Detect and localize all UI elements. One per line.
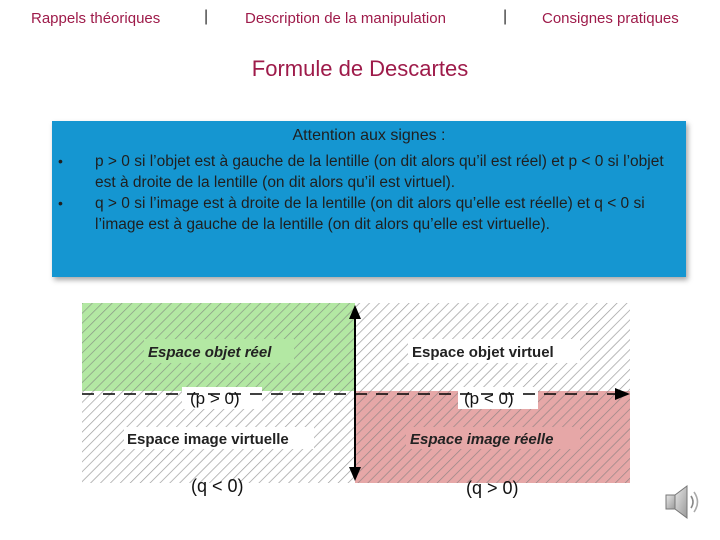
label-object-virtual: Espace objet virtuel [412, 344, 554, 361]
label-q-negative: (q < 0) [191, 476, 244, 496]
bullet-text: p > 0 si l’objet est à gauche de la lentille (on dit alors qu’il est réel) et p < 0 si l’objet est à droite de la lentille (on dit alors qu’il est virtuel). [95, 153, 664, 191]
nav-separator: | [503, 8, 508, 25]
sign-convention-diagram [82, 303, 630, 483]
bullet-text: q > 0 si l’image est à droite de la lentille (on dit alors qu’elle est réelle) et q < 0 si l’image est à gauche de la lentille (on dit alors qu’elle est virtuelle). [95, 195, 645, 233]
label-image-virtual: Espace image virtuelle [127, 431, 289, 448]
box-heading: Attention aux signes : [292, 127, 446, 144]
nav-link-consignes-pratiques[interactable]: Consignes pratiques [542, 10, 679, 27]
speaker-icon[interactable] [660, 480, 704, 524]
label-image-real: Espace image réelle [410, 431, 554, 448]
label-q-positive: (q > 0) [466, 478, 519, 498]
nav-separator: | [204, 8, 209, 25]
top-navigation [0, 0, 720, 40]
label-object-real: Espace objet réel [148, 344, 272, 361]
bullet-icon: • [58, 153, 63, 169]
bullet-icon: • [58, 195, 63, 211]
list-item [52, 193, 686, 235]
nav-link-rappels-theoriques[interactable]: Rappels théoriques [31, 10, 161, 27]
nav-link-description-manipulation[interactable]: Description de la manipulation [245, 10, 446, 27]
label-p-positive: (p > 0) [190, 389, 240, 408]
label-p-negative: (p < 0) [464, 389, 514, 408]
list-item [52, 151, 686, 193]
bullet-list [52, 151, 686, 235]
sign-convention-box [52, 121, 686, 277]
slide-title: Formule de Descartes [251, 56, 469, 81]
